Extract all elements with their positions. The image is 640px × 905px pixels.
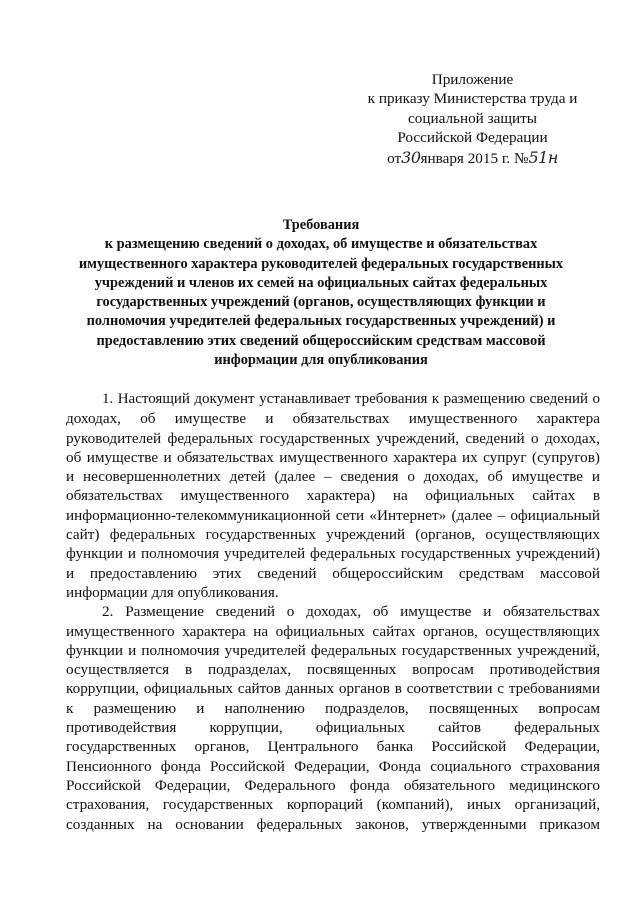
- handwritten-number: 51н: [528, 147, 558, 167]
- body-line: имущественного характера на официальных сайтах органов, осуществляющих: [66, 622, 600, 640]
- handwritten-day: 30: [401, 147, 421, 167]
- title-heading: Требования: [282, 217, 360, 233]
- body-line: функции и полномочия учредителей федеральных государственных учреждений): [66, 545, 600, 563]
- appendix-line-1: Приложение: [431, 71, 514, 88]
- body-line: доходах, об имуществе и обязательствах имущественного характера: [66, 410, 600, 428]
- body-line: Российской Федерации, Федерального фонда обязательного медицинского: [66, 776, 600, 794]
- body-line: государственных органов, Центрального банка Российской Федерации,: [66, 738, 600, 756]
- title-line: учреждений и членов их семей на официальных сайтах федеральных: [94, 274, 548, 291]
- title-line: государственных учреждений (органов, осуществляющих функции и: [96, 294, 546, 311]
- body-line: информационно-телекоммуникационной сети «Интернет» (далее – официальный: [66, 506, 600, 524]
- appendix-line-2: к приказу Министерства труда и: [367, 90, 578, 108]
- body-line: 2. Размещение сведений о доходах, об имуществе и обязательствах: [102, 603, 600, 621]
- title-line: полномочия учредителей федеральных государственных учреждений) и: [86, 313, 556, 330]
- appendix-block: [355, 70, 590, 168]
- body-line: руководителей федеральных государственных учреждений, сведений о доходах,: [66, 429, 600, 447]
- body-line: противодействия коррупции, официальных сайтов федеральных: [66, 719, 600, 737]
- body-line: и предоставлению этих сведений общероссийским средствам массовой: [66, 564, 600, 582]
- body-line: страхования, государственных корпораций (компаний), иных организаций,: [66, 796, 600, 814]
- body-line: об имуществе и обязательствах имущественного характера их супруг (супругов): [66, 448, 600, 466]
- body-line: функции и полномочия учредителей федеральных государственных учреждений,: [66, 641, 600, 659]
- body-line: к размещению и наполнению подразделов, посвященных вопросам: [66, 699, 600, 717]
- body-line: осуществляется в подразделах, посвященных вопросам противодействия: [66, 661, 600, 679]
- title-line: информации для опубликования: [214, 352, 428, 369]
- document-title: [52, 216, 590, 370]
- title-line: имущественного характера руководителей федеральных государственных: [78, 255, 564, 272]
- title-line: к размещению сведений о доходах, об имуществе и обязательствах: [104, 236, 538, 253]
- date-prefix: от: [387, 149, 402, 167]
- document-body: [66, 390, 600, 834]
- appendix-line-3: социальной защиты: [407, 109, 538, 127]
- body-line: коррупции, официальных сайтов данных органов в соответствии с требованиями: [66, 680, 600, 698]
- body-line: созданных на основании федеральных законов, утвержденными приказом: [66, 815, 600, 833]
- date-rest: января 2015 г. №: [420, 149, 529, 167]
- appendix-line-4: Российской Федерации: [397, 129, 548, 147]
- body-line: и несовершеннолетних детей (далее – сведения о доходах, об имуществе и: [66, 468, 600, 486]
- body-line: сайт) федеральных государственных учреждений (органов, осуществляющих: [66, 526, 600, 544]
- body-line: информации для опубликования.: [66, 583, 279, 601]
- title-line: предоставлению этих сведений общероссийским средствам массовой: [96, 332, 546, 349]
- body-line: Пенсионного фонда Российской Федерации, Фонда социального страхования: [66, 757, 600, 775]
- appendix-date-line: [355, 148, 590, 168]
- body-line: 1. Настоящий документ устанавливает требования к размещению сведений о: [102, 391, 600, 407]
- body-line: обязательствах имущественного характера) на официальных сайтах в: [66, 487, 600, 505]
